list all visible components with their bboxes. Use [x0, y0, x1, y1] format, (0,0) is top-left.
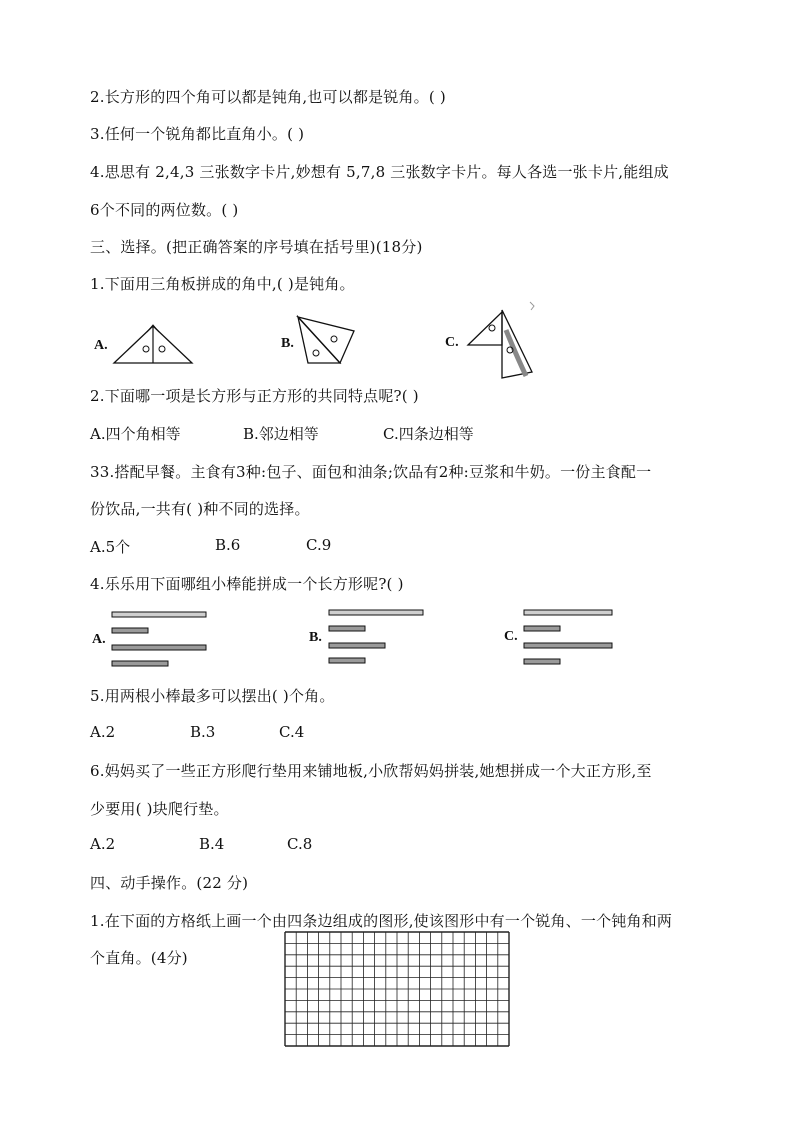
operate-q1-line1: 1.在下面的方格纸上画一个由四条边组成的图形,使该图形中有一个锐角、一个钝角和两 — [90, 912, 673, 930]
judge-q4-line2: 6个不同的两位数。( ) — [90, 201, 239, 219]
q4-label-b: B. — [309, 630, 322, 645]
sticks-group-a — [110, 610, 220, 670]
q5-option-c: C.4 — [279, 723, 305, 741]
q3-option-b: B.6 — [215, 536, 241, 554]
sticks-group-b — [327, 608, 437, 668]
choice-q6-line1: 6.妈妈买了一些正方形爬行垫用来铺地板,小欣帮妈妈拼装,她想拼成一个大正方形,至 — [90, 762, 652, 780]
choice-q2-text: 2.下面哪一项是长方形与正方形的共同特点呢?( ) — [90, 387, 419, 405]
choice-q3-line2: 份饮品,一共有( )种不同的选择。 — [90, 500, 310, 518]
section4-heading: 四、动手操作。(22 分) — [90, 874, 249, 892]
choice-q5-text: 5.用两根小棒最多可以摆出( )个角。 — [90, 687, 335, 705]
q4-label-c: C. — [504, 629, 518, 644]
operate-q1-line2: 个直角。(4分) — [90, 949, 188, 967]
judge-q2: 2.长方形的四个角可以都是钝角,也可以都是锐角。( ) — [90, 88, 446, 106]
q5-option-b: B.3 — [190, 723, 216, 741]
q2-option-a: A.四个角相等 — [90, 425, 181, 443]
choice-q6-line2: 少要用( )块爬行垫。 — [90, 800, 229, 818]
grid-paper[interactable] — [285, 932, 509, 1046]
triangle-figure-a — [110, 320, 200, 366]
q6-option-b: B.4 — [199, 835, 225, 853]
q2-option-b: B.邻边相等 — [243, 425, 319, 443]
judge-q3: 3.任何一个锐角都比直角小。( ) — [90, 125, 305, 143]
choice-q1-text: 1.下面用三角板拼成的角中,( )是钝角。 — [90, 275, 355, 293]
q1-label-a: A. — [94, 338, 108, 353]
triangle-figure-b — [296, 315, 366, 370]
choice-q4-text: 4.乐乐用下面哪组小棒能拼成一个长方形呢?( ) — [90, 575, 404, 593]
q1-label-b: B. — [281, 336, 294, 351]
q5-option-a: A.2 — [90, 723, 116, 741]
section3-heading: 三、选择。(把正确答案的序号填在括号里)(18分) — [90, 238, 423, 256]
q3-option-a: A.5个 — [90, 538, 131, 556]
judge-q4-line1: 4.思思有 2,4,3 三张数字卡片,妙想有 5,7,8 三张数字卡片。每人各选一张卡片,能组成 — [90, 163, 669, 181]
q1-label-c: C. — [445, 335, 459, 350]
choice-q3-line1: 33.搭配早餐。主食有3种:包子、面包和油条;饮品有2种:豆浆和牛奶。一份主食配一 — [90, 463, 652, 481]
q6-option-c: C.8 — [287, 835, 313, 853]
triangle-figure-c — [460, 300, 540, 382]
sticks-group-c — [522, 608, 632, 668]
q3-option-c: C.9 — [306, 536, 332, 554]
q4-label-a: A. — [92, 632, 106, 647]
q2-option-c: C.四条边相等 — [383, 425, 474, 443]
q6-option-a: A.2 — [90, 835, 116, 853]
